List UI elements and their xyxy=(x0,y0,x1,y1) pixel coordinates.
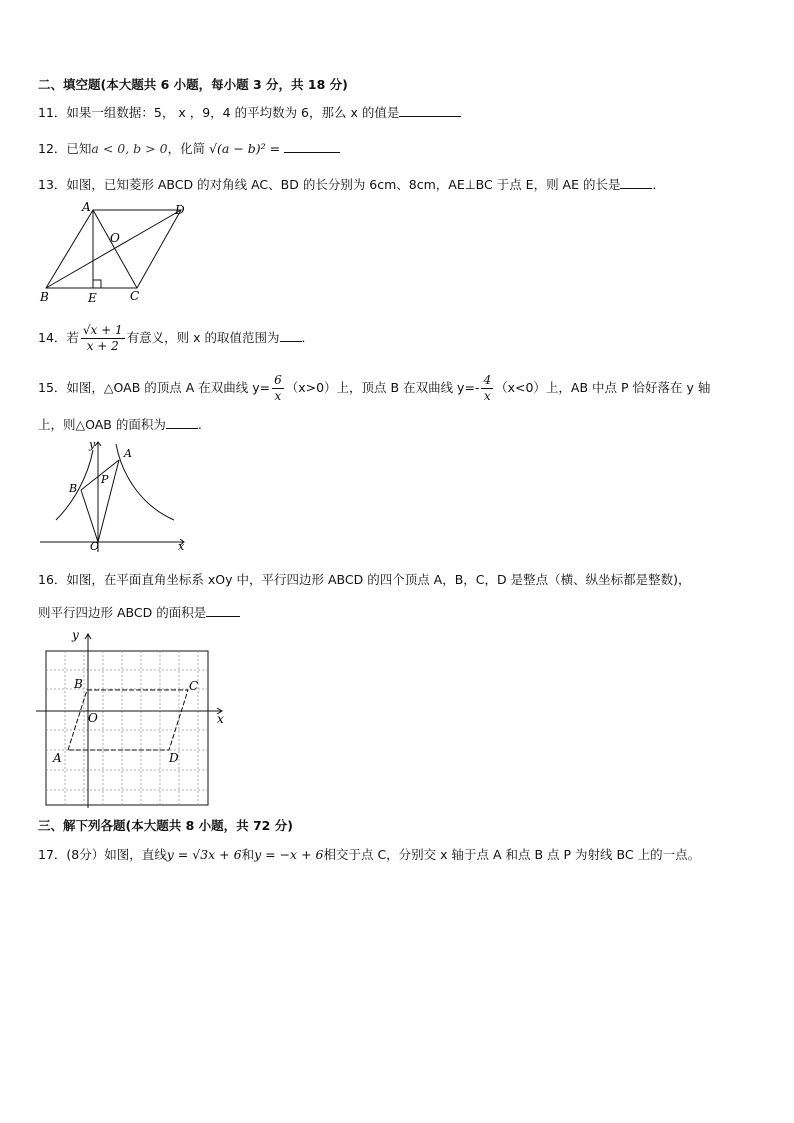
label-x: x xyxy=(217,712,224,726)
q14-prefix: 14．若 xyxy=(38,330,79,345)
q11-text: 11．如果一组数据：5， x ，9，4 的平均数为 6，那么 x 的值是 xyxy=(38,105,400,120)
q17-mid: 和 xyxy=(241,847,255,862)
label-y: y xyxy=(72,628,79,642)
fraction-numerator: 6 xyxy=(274,373,282,387)
question-13 xyxy=(38,176,665,194)
right-angle-mark xyxy=(93,280,101,288)
q12-prefix: 12．已知 xyxy=(38,141,92,156)
label-a: A xyxy=(124,447,132,460)
label-o: O xyxy=(110,231,120,245)
q14-fraction xyxy=(81,323,125,354)
label-x: x xyxy=(178,540,185,553)
grid-parallelogram-figure xyxy=(36,624,236,810)
label-d: D xyxy=(169,751,179,765)
label-c: C xyxy=(189,679,199,693)
label-y: y xyxy=(89,438,96,451)
label-a: A xyxy=(53,751,62,765)
question-15-line-1 xyxy=(38,368,710,408)
q14-tail: ． xyxy=(301,330,315,345)
grid xyxy=(46,651,208,805)
label-p: P xyxy=(101,473,109,486)
label-b: B xyxy=(69,482,78,495)
label-o: O xyxy=(90,540,100,553)
label-o: O xyxy=(88,711,98,725)
q15-line-2-text: 上，则△OAB 的面积为 xyxy=(38,417,166,432)
q15-text-b: （x>0）上，顶点 B 在双曲线 y=- xyxy=(285,380,480,395)
answer-blank xyxy=(620,176,652,189)
fraction-denominator: x xyxy=(483,389,491,403)
question-14 xyxy=(38,318,314,358)
q17-equation-2: y = −x + 6 xyxy=(254,847,324,862)
q16-line-2-text: 则平行四边形 ABCD 的面积是 xyxy=(38,605,207,620)
question-16-line-1 xyxy=(38,571,691,589)
answer-blank xyxy=(206,604,240,617)
q15-text-a: 15．如图，△OAB 的顶点 A 在双曲线 y= xyxy=(38,380,271,395)
diagonal-ac xyxy=(93,210,137,288)
q16-line-1-text: 16．如图，在平面直角坐标系 xOy 中，平行四边形 ABCD 的四个顶点 A，B，C，D 是整点（横、纵坐标都是整数)， xyxy=(38,572,691,587)
q14-suffix: 有意义，则 x 的取值范围为 xyxy=(126,330,280,345)
question-11 xyxy=(38,104,461,122)
label-b: B xyxy=(40,290,49,304)
q15-fraction-2 xyxy=(481,373,493,404)
q17-equation-1: y = √3x + 6 xyxy=(166,847,242,862)
fraction-numerator: 4 xyxy=(483,373,492,387)
answer-blank xyxy=(280,329,302,342)
q12-expression: √(a − b)² = xyxy=(209,141,281,156)
parallelogram-abcd xyxy=(68,690,188,750)
question-12 xyxy=(38,140,340,158)
answer-blank xyxy=(284,140,340,153)
segment-ab xyxy=(81,460,119,490)
section-2-title: 二、填空题(本大题共 6 小题，每小题 3 分，共 18 分) xyxy=(38,77,348,92)
answer-blank xyxy=(166,416,198,429)
q12-condition: a < 0, b > 0 xyxy=(91,141,168,156)
label-b: B xyxy=(74,677,83,691)
hyperbola-figure xyxy=(38,436,190,554)
fraction-numerator: √x + 1 xyxy=(82,323,123,337)
question-16-line-2 xyxy=(38,604,240,622)
label-a: A xyxy=(82,200,91,214)
fraction-denominator: x + 2 xyxy=(86,339,119,353)
answer-blank xyxy=(399,104,461,117)
label-d: D xyxy=(175,203,185,217)
q15-tail: . xyxy=(197,417,202,432)
question-15-line-2 xyxy=(38,416,202,434)
segment-ob xyxy=(81,490,98,542)
rhombus-figure xyxy=(36,200,196,305)
q13-text: 13．如图，已知菱形 ABCD 的对角线 AC、BD 的长分别为 6cm、8cm，AE⊥BC 于点 E，则 AE 的长是 xyxy=(38,177,621,192)
q17-prefix: 17．(8分）如图，直线 xyxy=(38,847,167,862)
q15-text-c: （x<0）上，AB 中点 P 恰好落在 y 轴 xyxy=(495,380,711,395)
q12-mid: ，化简 xyxy=(167,141,206,156)
fraction-denominator: x xyxy=(274,389,282,403)
label-e: E xyxy=(88,291,97,305)
diagonal-bd xyxy=(46,210,181,288)
q13-tail: ． xyxy=(652,177,665,192)
section-3-title: 三、解下列各题(本大题共 8 小题，共 72 分) xyxy=(38,818,293,833)
label-c: C xyxy=(130,289,140,303)
q15-fraction-1 xyxy=(272,373,284,404)
question-17 xyxy=(38,846,700,864)
q17-suffix: 相交于点 C，分别交 x 轴于点 A 和点 B 点 P 为射线 BC 上的一点。 xyxy=(323,847,701,862)
